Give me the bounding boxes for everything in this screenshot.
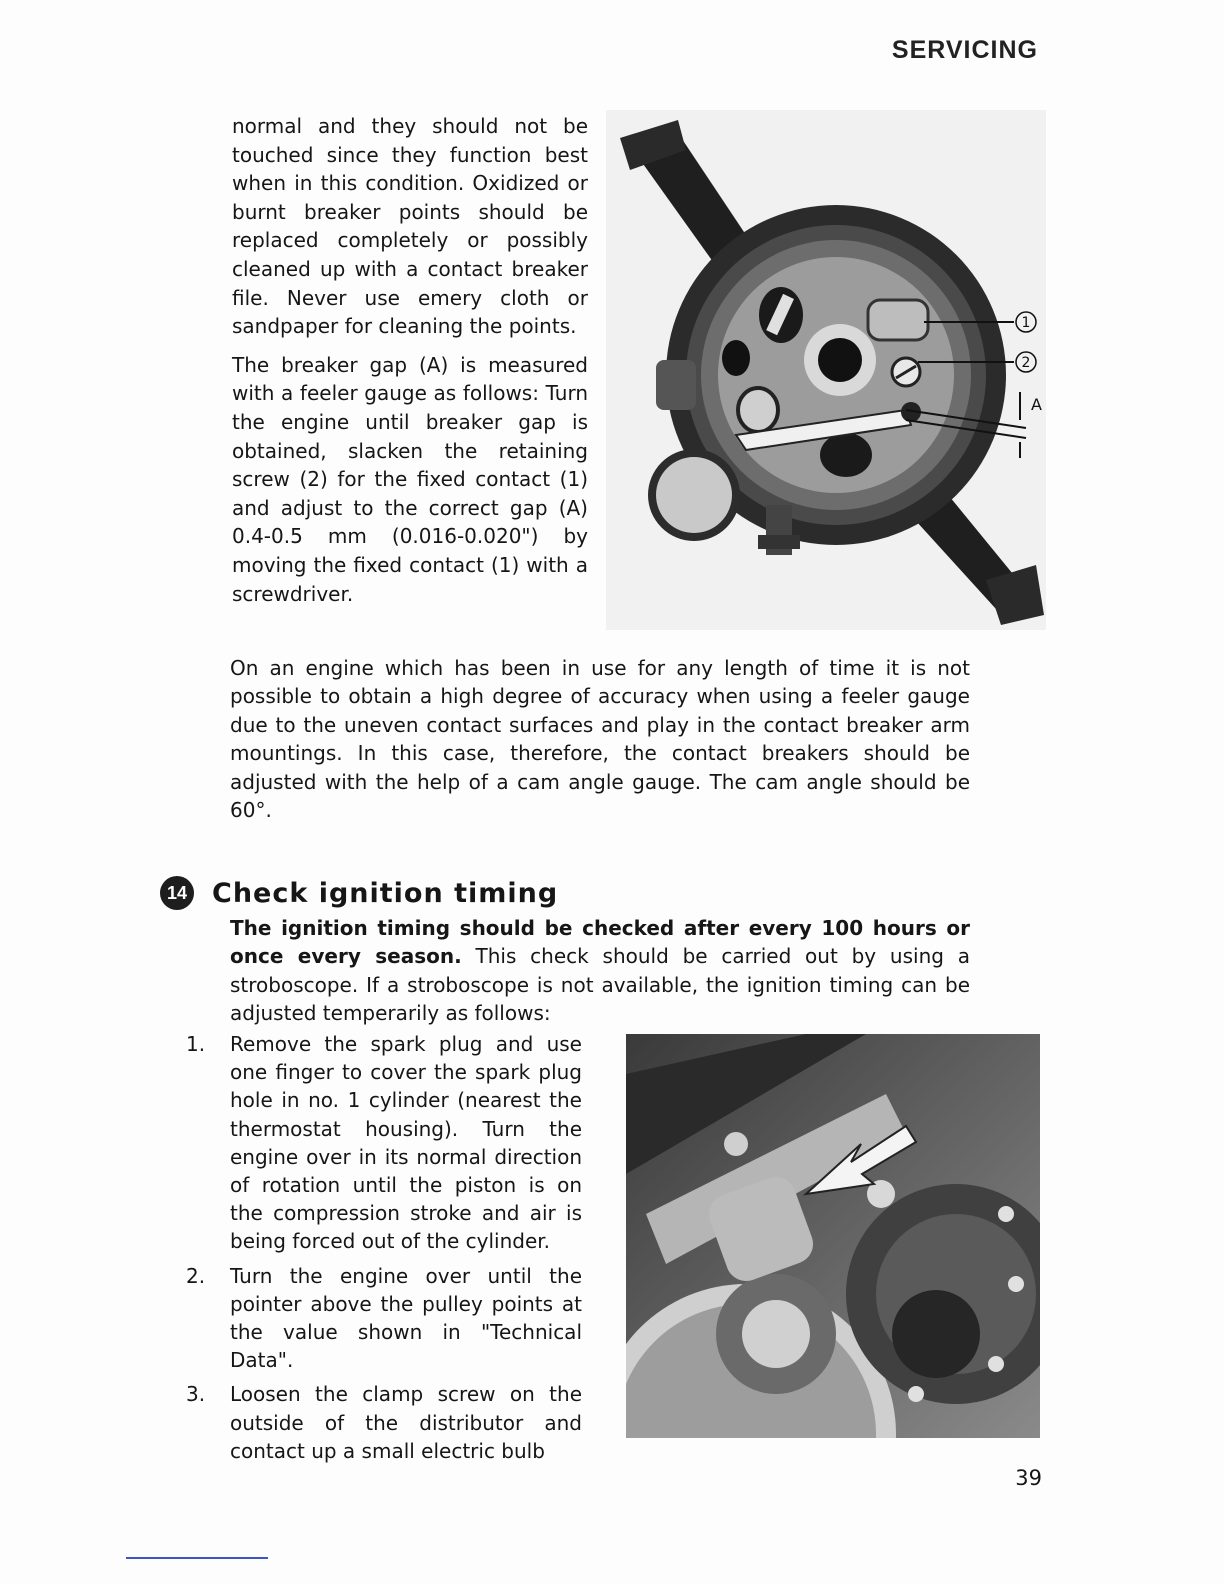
intro-bold: The ignition timing should be checked after every 100 hours or once every season.: [230, 916, 970, 969]
callout-1-label: 1: [1021, 315, 1031, 331]
section-number-badge: 14: [160, 876, 194, 910]
timing-photo: [626, 1034, 1040, 1438]
text-column-top: [232, 112, 588, 618]
section-intro: [230, 914, 970, 1028]
page-number: 39: [1015, 1466, 1042, 1490]
step-text: Loosen the clamp screw on the outside of the distributor and contact up a small electric bulb: [230, 1382, 582, 1463]
step-list: [186, 1030, 582, 1471]
paragraph-breaker-gap: The breaker gap (A) is measured with a feeler gauge as follows: Turn the engine until breaker gap is obtained, slacken the retaining screw (2) for the fixed contact (1) and adjust to the correct gap (A) 0.4-0.5 mm (0.016-0.020") by moving the fixed contact (1) with a screwdriver.: [232, 352, 588, 606]
list-item: [186, 1262, 582, 1375]
section-title: Check ignition timing: [212, 877, 559, 909]
step-text: Remove the spark plug and use one finger to cover the spark plug hole in no. 1 cylinder (nearest the thermostat housing). Turn the engine over in its normal direction of rotation until the piston is on the compression stroke and air is being forced out of the cylinder.: [230, 1032, 582, 1254]
intro-rest: This check should be carried out by using a stroboscope. If a stroboscope is not available, the ignition timing can be adjusted temperarily as follows:: [230, 944, 970, 1026]
list-item: [186, 1380, 582, 1465]
paragraph-cam-angle: On an engine which has been in use for any length of time it is not possible to obtain a high degree of accuracy when using a feeler gauge due to the uneven contact surfaces and play in the contact breaker arm mountings. In this case, therefore, the contact breakers should be adjusted with the help of a cam angle gauge. The cam angle should be 60°.: [230, 656, 970, 823]
distributor-photo: [606, 110, 1046, 630]
distributor-illustration: [606, 110, 1046, 630]
pulley-illustration: [626, 1034, 1040, 1438]
callout-2-label: 2: [1021, 355, 1031, 371]
step-text: Turn the engine over until the pointer above the pulley points at the value shown in "Technical Data".: [230, 1263, 582, 1373]
step-number: 2.: [186, 1263, 206, 1288]
footer-rule: [126, 1557, 268, 1559]
step-number: 1.: [186, 1032, 206, 1056]
step-number: 3.: [186, 1382, 206, 1407]
section-heading: [160, 876, 558, 910]
section-header: SERVICING: [891, 36, 1038, 64]
paragraph-breaker-points: normal and they should not be touched since they function best when in this condition. Oxidized or burnt breaker points should be replaced completely or possibly cleaned up with a contact breaker file. Never use emery cloth or sandpaper for cleaning the points.: [232, 114, 588, 339]
gap-label-a: A: [1031, 395, 1042, 414]
list-item: [186, 1030, 582, 1256]
